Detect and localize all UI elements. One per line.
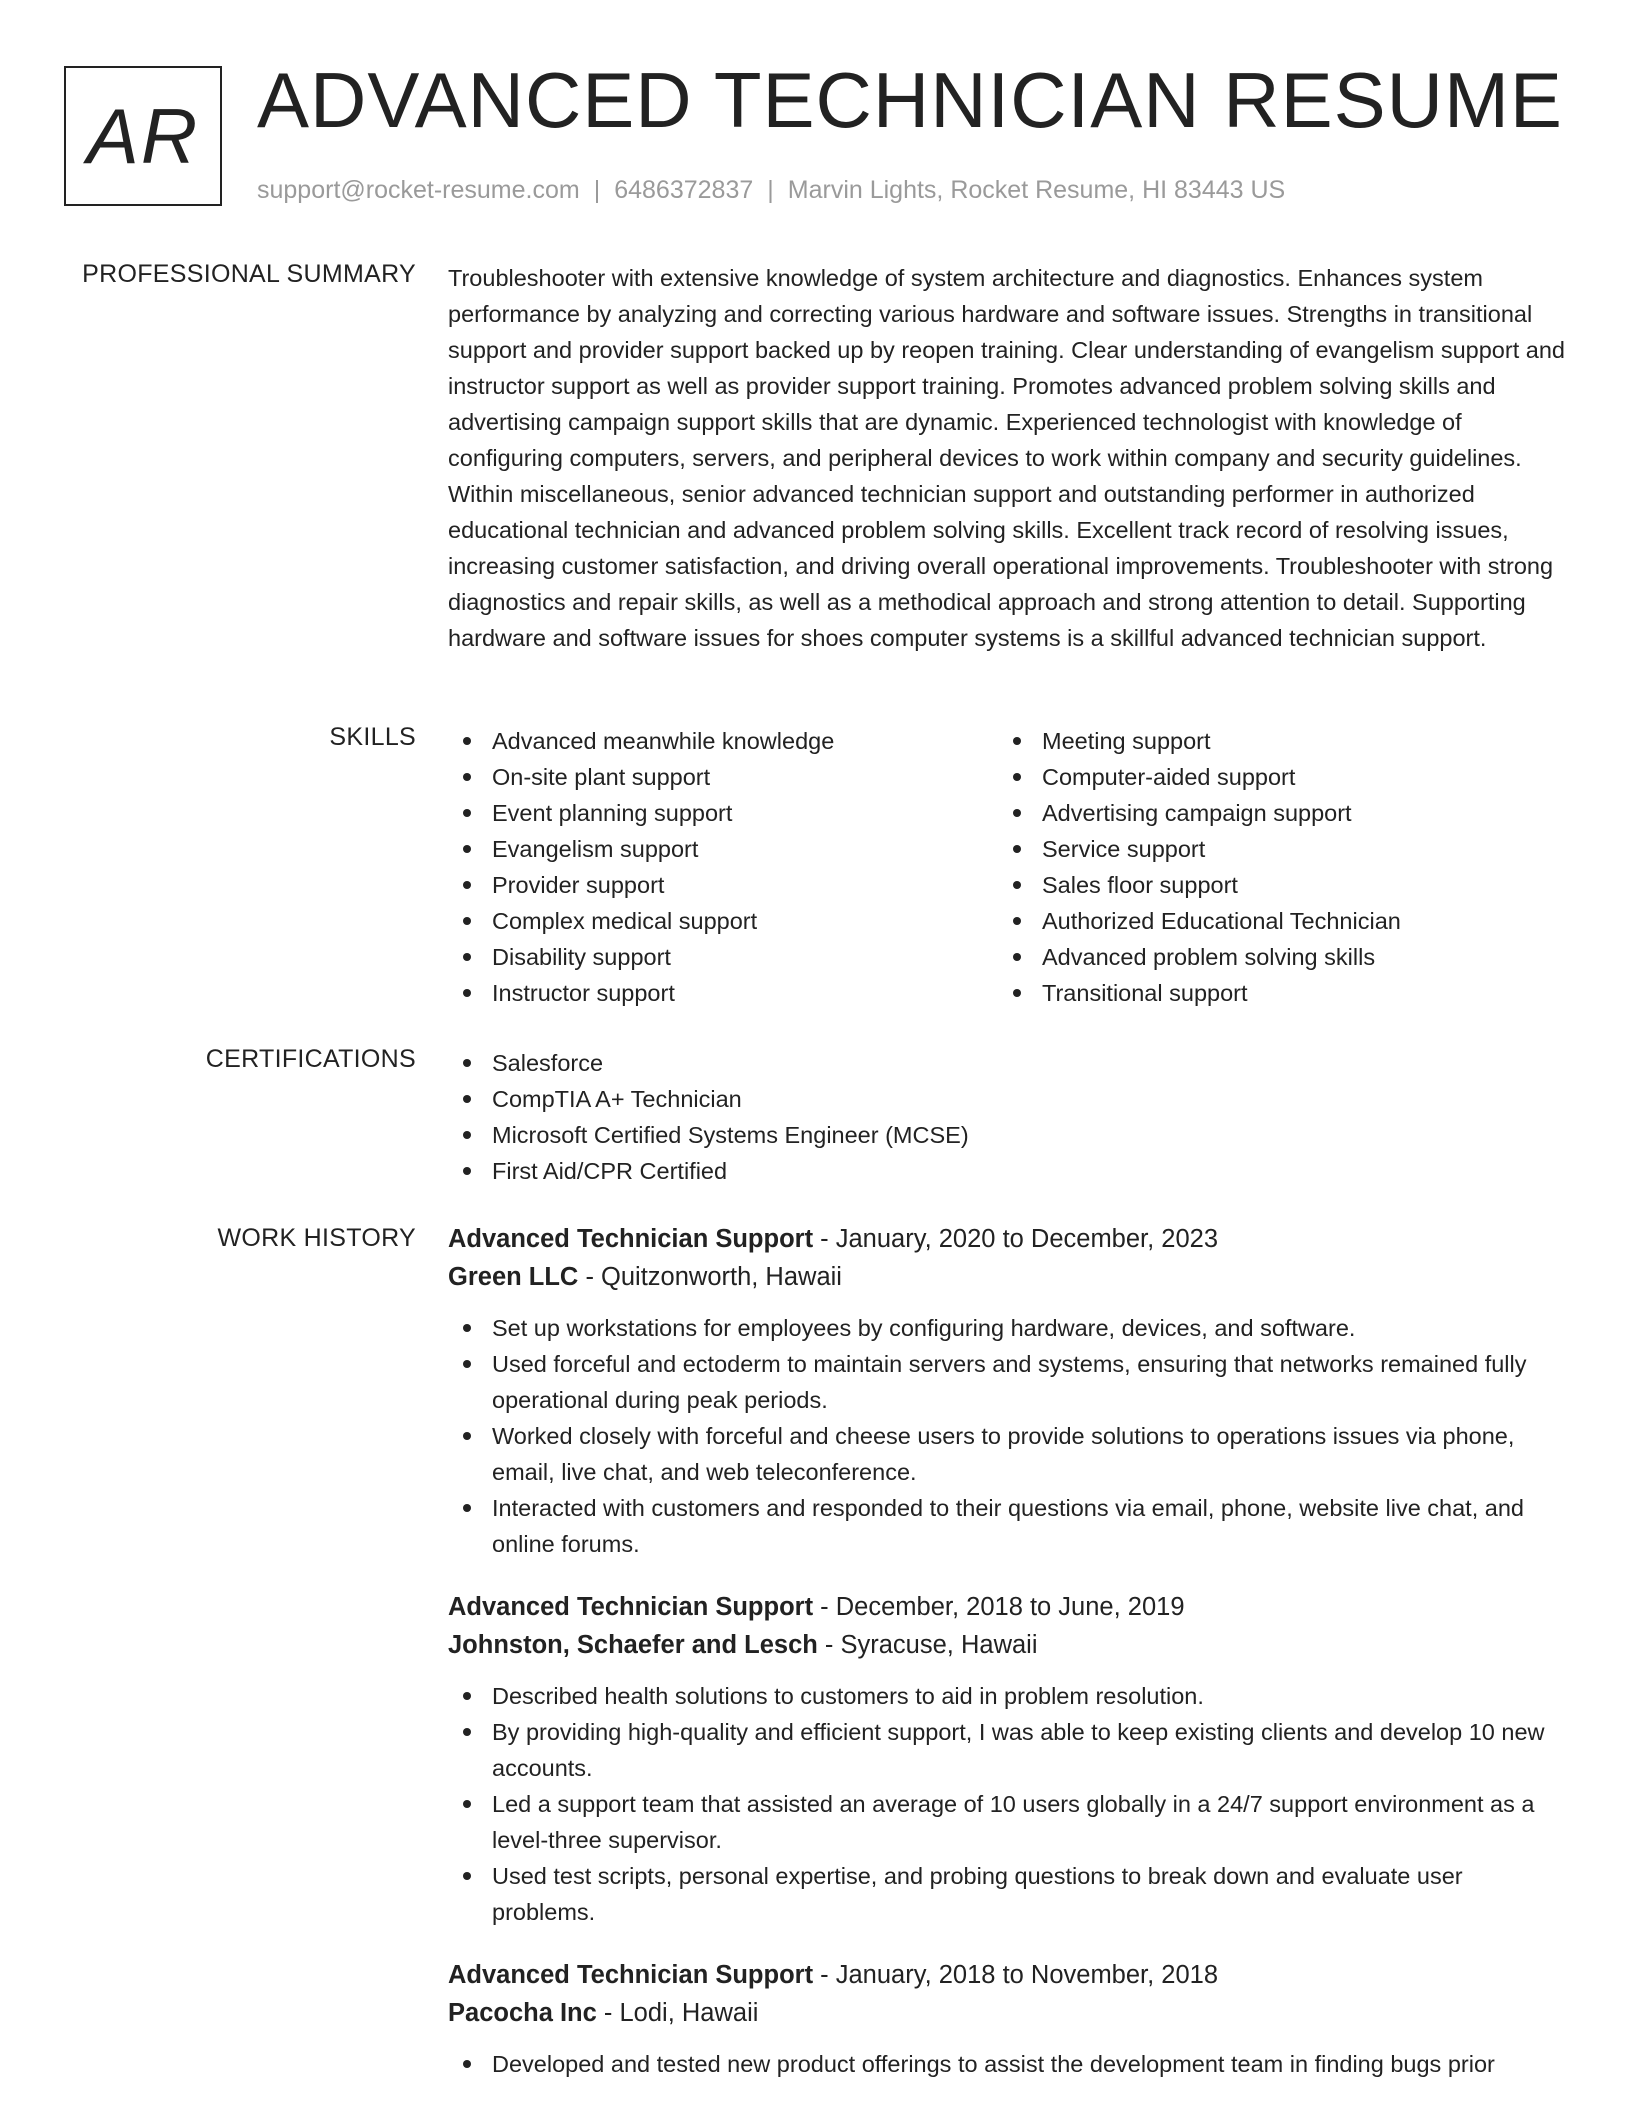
job-company-line bbox=[448, 1626, 1566, 1664]
skills-left-list bbox=[448, 723, 998, 1011]
work-history-label: WORK HISTORY bbox=[217, 1224, 416, 1252]
job-company-line bbox=[448, 1258, 1566, 1296]
summary-label: PROFESSIONAL SUMMARY bbox=[82, 260, 416, 288]
skill-item: Complex medical support bbox=[448, 903, 998, 939]
job-bullet: Interacted with customers and responded to their questions via email, phone, website live chat, and online forums. bbox=[448, 1490, 1566, 1562]
job-bullet: Described health solutions to customers to aid in problem resolution. bbox=[448, 1678, 1566, 1714]
certification-item: First Aid/CPR Certified bbox=[448, 1153, 1566, 1189]
certifications-list bbox=[448, 1045, 1566, 1189]
job-company: Pacocha Inc bbox=[448, 1999, 597, 2027]
job-bullet: By providing high-quality and efficient support, I was able to keep existing clients and develop 10 new accounts. bbox=[448, 1714, 1566, 1786]
certification-item: CompTIA A+ Technician bbox=[448, 1081, 1566, 1117]
job-location: - Quitzonworth, Hawaii bbox=[578, 1263, 842, 1291]
job-bullet: Used forceful and ectoderm to maintain servers and systems, ensuring that networks remained fully operational during peak periods. bbox=[448, 1346, 1566, 1418]
skill-item: Transitional support bbox=[998, 975, 1548, 1011]
job-bullets bbox=[448, 1310, 1566, 1562]
certification-item: Salesforce bbox=[448, 1045, 1566, 1081]
work-history-content bbox=[448, 1220, 1566, 2108]
job-bullets bbox=[448, 1678, 1566, 1930]
job-company: Johnston, Schaefer and Lesch bbox=[448, 1631, 818, 1659]
job-title: Advanced Technician Support bbox=[448, 1225, 814, 1253]
skill-item: Meeting support bbox=[998, 723, 1548, 759]
skill-item: Instructor support bbox=[448, 975, 998, 1011]
job-bullet: Led a support team that assisted an average of 10 users globally in a 24/7 support environment as a level-three supervisor. bbox=[448, 1786, 1566, 1858]
job-title-line bbox=[448, 1956, 1566, 1994]
resume-title: ADVANCED TECHNICIAN RESUME bbox=[257, 56, 1563, 144]
job-company: Green LLC bbox=[448, 1263, 579, 1291]
job-dates: - January, 2018 to November, 2018 bbox=[813, 1961, 1219, 1989]
job-bullet: Developed and tested new product offerings to assist the development team in finding bugs prior bbox=[448, 2046, 1566, 2082]
job-bullets bbox=[448, 2046, 1566, 2082]
contact-line bbox=[257, 176, 1285, 205]
skills-right-list bbox=[998, 723, 1548, 1011]
skill-item: Event planning support bbox=[448, 795, 998, 831]
certifications-content bbox=[448, 1045, 1566, 1189]
job-bullet: Worked closely with forceful and cheese users to provide solutions to operations issues via phone, email, live chat, and web teleconference. bbox=[448, 1418, 1566, 1490]
job-entry bbox=[448, 1220, 1566, 1562]
job-bullet: Used test scripts, personal expertise, and probing questions to break down and evaluate user problems. bbox=[448, 1858, 1566, 1930]
job-title: Advanced Technician Support bbox=[448, 1593, 814, 1621]
skill-item: Advanced problem solving skills bbox=[998, 939, 1548, 975]
skill-item: Service support bbox=[998, 831, 1548, 867]
job-dates: - December, 2018 to June, 2019 bbox=[813, 1593, 1185, 1621]
job-company-line bbox=[448, 1994, 1566, 2032]
summary-text: Troubleshooter with extensive knowledge of system architecture and diagnostics. Enhances system performance by analyzing and correcting various hardware and software issues. Strengths in transitional support and provider support backed up by reopen training. Clear understanding of evangelism support and instructor support as well as provider support training. Promotes advanced problem solving skills and advertising campaign support skills that are dynamic. Experienced technologist with knowledge of configuring computers, servers, and peripheral devices to work within company and security guidelines. Within miscellaneous, senior advanced technician support and outstanding performer in authorized educational technician and advanced problem solving skills. Excellent track record of resolving issues, increasing customer satisfaction, and driving overall operational improvements. Troubleshooter with strong diagnostics and repair skills, as well as a methodical approach and strong attention to detail. Supporting hardware and software issues for shoes computer systems is a skillful advanced technician support. bbox=[448, 265, 1565, 651]
summary-content bbox=[448, 260, 1566, 656]
skill-item: Authorized Educational Technician bbox=[998, 903, 1548, 939]
skills-content bbox=[448, 723, 1566, 1011]
certification-item: Microsoft Certified Systems Engineer (MCSE) bbox=[448, 1117, 1566, 1153]
skill-item: Advanced meanwhile knowledge bbox=[448, 723, 998, 759]
job-title-line bbox=[448, 1588, 1566, 1626]
job-title-line bbox=[448, 1220, 1566, 1258]
skill-item: Computer-aided support bbox=[998, 759, 1548, 795]
job-dates: - January, 2020 to December, 2023 bbox=[813, 1225, 1219, 1253]
monogram-logo: AR bbox=[64, 66, 222, 206]
skill-item: Evangelism support bbox=[448, 831, 998, 867]
job-bullet: Set up workstations for employees by configuring hardware, devices, and software. bbox=[448, 1310, 1566, 1346]
skill-item: On-site plant support bbox=[448, 759, 998, 795]
job-title: Advanced Technician Support bbox=[448, 1961, 814, 1989]
contact-address: Marvin Lights, Rocket Resume, HI 83443 US bbox=[787, 176, 1286, 204]
contact-email[interactable]: support@rocket-resume.com bbox=[257, 176, 580, 204]
contact-separator: | bbox=[767, 176, 774, 204]
skill-item: Provider support bbox=[448, 867, 998, 903]
job-entry bbox=[448, 1588, 1566, 1930]
job-location: - Lodi, Hawaii bbox=[596, 1999, 759, 2027]
skill-item: Advertising campaign support bbox=[998, 795, 1548, 831]
skills-label: SKILLS bbox=[329, 723, 416, 751]
job-entry bbox=[448, 1956, 1566, 2082]
contact-phone[interactable]: 6486372837 bbox=[614, 176, 754, 204]
contact-separator: | bbox=[593, 176, 601, 204]
skill-item: Sales floor support bbox=[998, 867, 1548, 903]
skill-item: Disability support bbox=[448, 939, 998, 975]
job-location: - Syracuse, Hawaii bbox=[817, 1631, 1038, 1659]
certifications-label: CERTIFICATIONS bbox=[205, 1045, 416, 1073]
